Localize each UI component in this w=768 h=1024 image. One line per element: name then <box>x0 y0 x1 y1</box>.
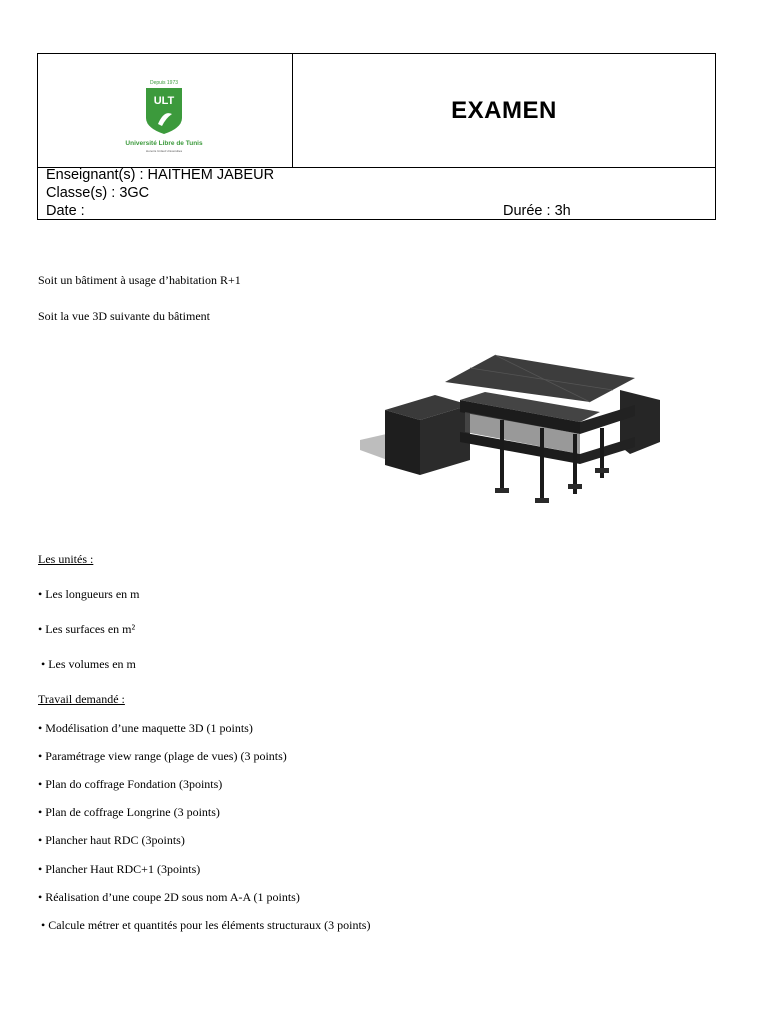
work-item: • Calcule métrer et quantités pour les éléments structuraux (3 points) <box>38 918 371 932</box>
logo-group: Honoris United Universities <box>145 149 183 153</box>
units-heading: Les unités : <box>38 552 94 566</box>
unit-item: • Les volumes en m <box>38 657 136 671</box>
intro-line-1: Soit un bâtiment à usage d’habitation R+1 <box>38 273 241 287</box>
logo-cell <box>38 54 293 167</box>
footing <box>495 488 509 493</box>
work-item: • Plan de coffrage Longrine (3 points) <box>38 805 220 819</box>
unit-item: • Les longueurs en m <box>38 587 140 601</box>
work-item: • Modélisation d’une maquette 3D (1 points) <box>38 721 253 735</box>
title-cell <box>293 54 715 167</box>
exam-header <box>37 53 716 220</box>
work-item: • Réalisation d’une coupe 2D sous nom A-A (1 points) <box>38 890 300 904</box>
exam-info <box>38 167 715 219</box>
work-item: • Plan do coffrage Fondation (3points) <box>38 777 223 791</box>
footing <box>595 468 609 473</box>
left-block-front <box>385 410 420 475</box>
footing <box>568 484 582 489</box>
intro-line-2: Soit la vue 3D suivante du bâtiment <box>38 309 210 323</box>
footing <box>535 498 549 503</box>
university-logo <box>116 76 212 156</box>
work-item: • Paramétrage view range (plage de vues) (3 points) <box>38 749 287 763</box>
work-heading: Travail demandé : <box>38 692 125 706</box>
unit-item: • Les surfaces en m² <box>38 622 136 636</box>
exam-title: EXAMEN <box>451 96 557 124</box>
column <box>500 420 504 490</box>
date-line: Date : <box>46 203 85 219</box>
logo-mark: ULT <box>153 95 175 107</box>
work-item: • Plancher haut RDC (3points) <box>38 833 185 847</box>
duration-line: Durée : 3h <box>503 203 571 219</box>
column <box>540 428 544 498</box>
teacher-line: Enseignant(s) : HAITHEM JABEUR <box>46 167 275 183</box>
logo-since: Depuis 1973 <box>149 80 179 86</box>
building-3d-view <box>355 350 680 510</box>
class-line: Classe(s) : 3GC <box>46 185 150 201</box>
logo-name: Université Libre de Tunis <box>125 140 203 147</box>
work-item: • Plancher Haut RDC+1 (3points) <box>38 862 201 876</box>
